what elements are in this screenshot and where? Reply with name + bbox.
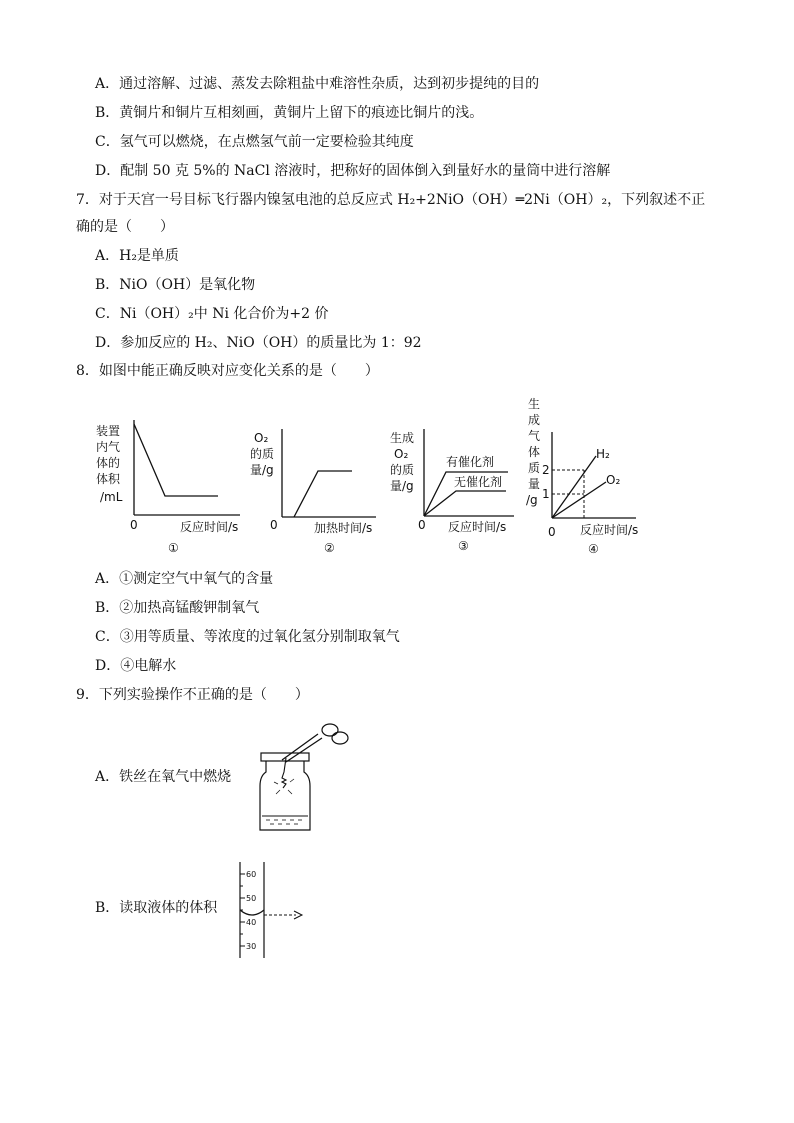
graph-2 [248, 425, 388, 557]
graph4-ylabel-1: 生 [528, 397, 541, 411]
graph-4 [524, 394, 652, 560]
graph1-ylabel-3: 体的 [96, 456, 121, 470]
bottle-lid [261, 753, 309, 761]
graph4-tick-1: 1 [542, 487, 550, 501]
q6-option-d: D．配制 50 克 5%的 NaCl 溶液时，把称好的固体倒入到量好水的量筒中进行溶解 [95, 163, 611, 179]
graph4-ylabel-2: 成 [528, 413, 541, 427]
q9-option-a: A．铁丝在氧气中燃烧 [95, 769, 232, 785]
q9-option-b: B．读取液体的体积 [95, 900, 218, 916]
graph1-number: ① [168, 541, 179, 555]
graph3-origin: 0 [418, 518, 426, 532]
graph1-ylabel-1: 装置 [96, 424, 121, 438]
graph4-xlabel: 反应时间/s [580, 523, 639, 537]
graph3-ylabel-4: 量/g [390, 479, 414, 493]
q7-option-a: A．H₂是单质 [95, 248, 179, 264]
graph3-xlabel: 反应时间/s [448, 520, 507, 534]
graph4-line-o2 [552, 482, 606, 518]
water-hatch [266, 820, 302, 824]
graph4-ylabel-7: /g [526, 493, 538, 507]
graph4-ylabel-3: 气 [528, 429, 541, 443]
cylinder-label-40: 40 [246, 918, 257, 927]
cylinder-label-50: 50 [246, 894, 257, 903]
graph3-label-no-catalyst: 无催化剂 [454, 475, 503, 489]
q6-option-c: C．氢气可以燃烧，在点燃氢气前一定要检验其纯度 [95, 134, 414, 150]
q7-option-b: B．NiO（OH）是氧化物 [95, 277, 256, 293]
graph4-number: ④ [588, 542, 599, 556]
graph4-ylabel-6: 量 [528, 477, 541, 491]
graph2-curve [294, 471, 352, 517]
graph1-ylabel-5: /mL [100, 490, 123, 504]
graduated-cylinder-figure [230, 858, 320, 962]
graph3-label-catalyst: 有催化剂 [446, 455, 495, 469]
liquid-meniscus [240, 910, 264, 915]
graph4-ylabel-5: 质 [528, 461, 541, 475]
graph4-line-h2 [552, 456, 596, 518]
graph1-curve [134, 424, 218, 496]
graph4-tick-2: 2 [542, 463, 550, 477]
graph4-label-h2: H₂ [596, 447, 610, 461]
tongs-handle-ring-1 [322, 724, 338, 736]
cylinder-label-30: 30 [246, 942, 257, 951]
q6-option-b: B．黄铜片和铜片互相刻画，黄铜片上留下的痕迹比铜片的浅。 [95, 105, 484, 121]
graph1-ylabel-2: 内气 [96, 440, 121, 454]
graph3-ylabel-2: O₂ [394, 447, 409, 461]
graph2-origin: 0 [270, 518, 278, 532]
q8-option-b: B．②加热高锰酸钾制氧气 [95, 600, 260, 616]
graph2-xlabel: 加热时间/s [314, 521, 373, 535]
cylinder-label-60: 60 [246, 870, 257, 879]
q7-stem-line1: 7．对于天宫一号目标飞行器内镍氢电池的总反应式 H₂+2NiO（OH）═2Ni（OH）₂，下列叙述不正 [76, 192, 706, 208]
q8-stem: 8．如图中能正确反映对应变化关系的是（ ） [76, 363, 379, 379]
graph3-curve-no-catalyst [424, 491, 506, 516]
iron-wire-burning-figure [256, 716, 356, 836]
graph4-ylabel-4: 体 [528, 445, 541, 459]
graph3-number: ③ [458, 539, 469, 553]
graph-3 [388, 425, 523, 557]
graph4-label-o2: O₂ [606, 473, 621, 487]
graph2-ylabel-3: 量/g [250, 463, 274, 477]
tongs-handle-ring-2 [332, 732, 348, 744]
graph1-ylabel-4: 体积 [96, 472, 121, 486]
q7-stem-line2: 确的是（ ） [76, 219, 174, 235]
q6-option-a: A．通过溶解、过滤、蒸发去除粗盐中难溶性杂质，达到初步提纯的目的 [95, 76, 540, 92]
graph3-ylabel-3: 的质 [390, 463, 415, 477]
graph3-ylabel-1: 生成 [390, 431, 415, 445]
crucible-tongs [282, 734, 322, 762]
graph-1 [92, 418, 252, 558]
q8-option-a: A．①测定空气中氧气的含量 [95, 571, 274, 587]
graph1-origin: 0 [130, 518, 138, 532]
q7-option-c: C．Ni（OH）₂中 Ni 化合价为+2 价 [95, 306, 329, 322]
graph4-origin: 0 [548, 525, 556, 539]
graph2-ylabel-1: O₂ [254, 431, 269, 445]
graph1-xlabel: 反应时间/s [180, 520, 239, 534]
q7-option-d: D．参加反应的 H₂、NiO（OH）的质量比为 1：92 [95, 335, 422, 351]
graph2-ylabel-2: 的质 [250, 447, 275, 461]
q9-stem: 9．下列实验操作不正确的是（ ） [76, 687, 309, 703]
q8-option-c: C．③用等质量、等浓度的过氧化氢分别制取氧气 [95, 629, 400, 645]
iron-wire [282, 758, 286, 788]
q8-option-d: D．④电解水 [95, 658, 177, 674]
graph2-number: ② [324, 541, 335, 555]
